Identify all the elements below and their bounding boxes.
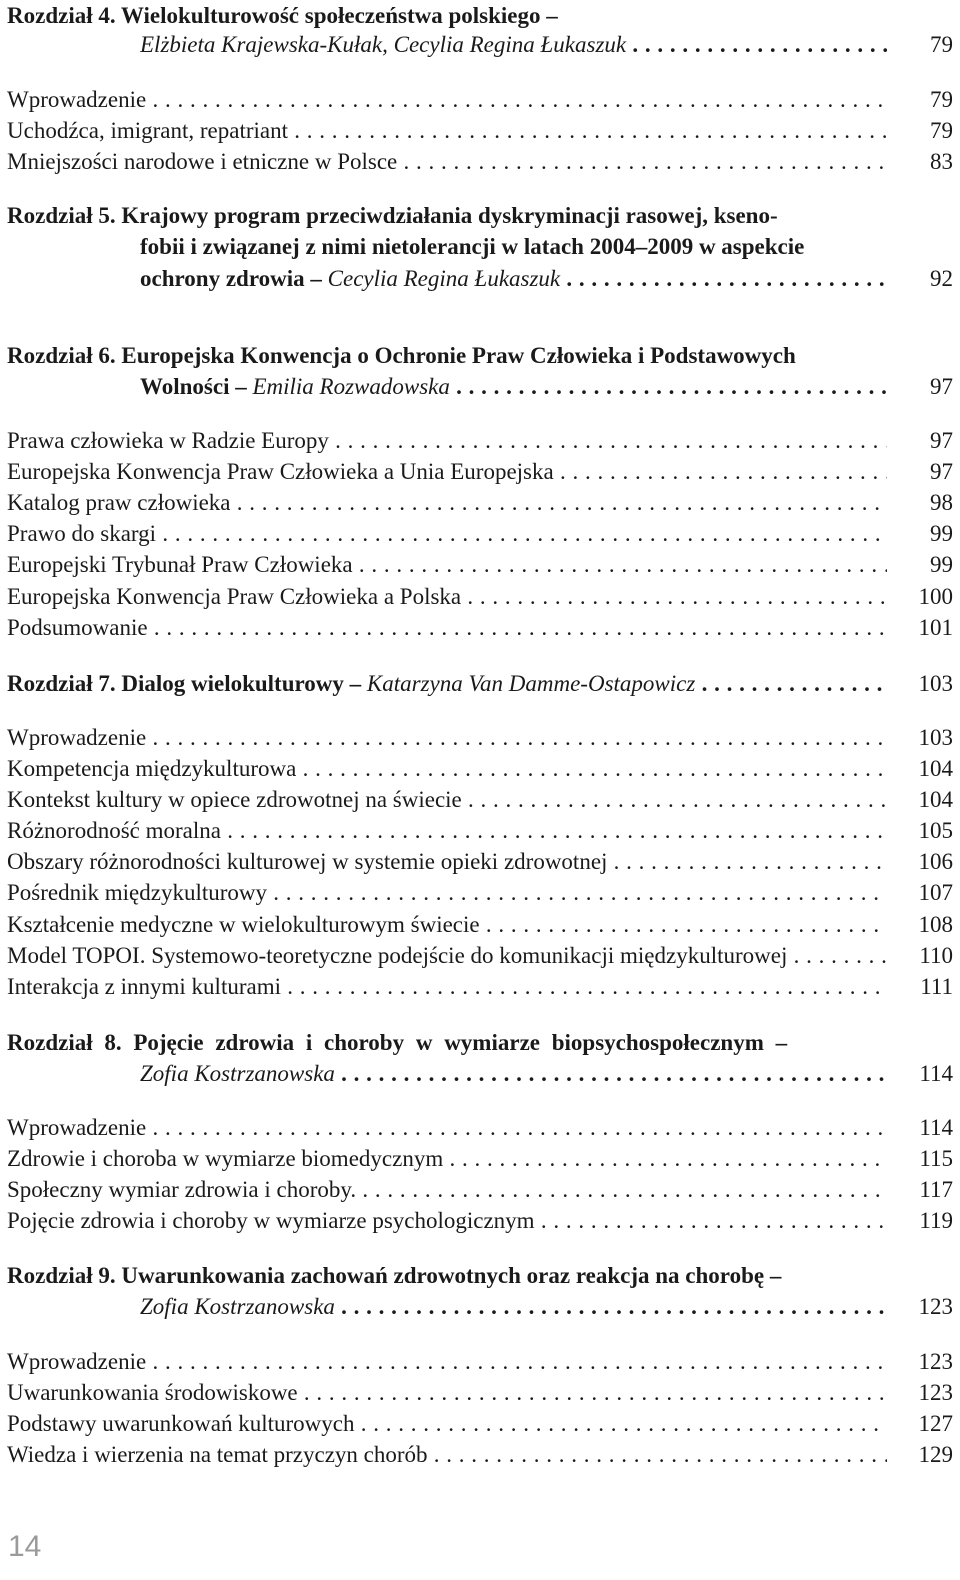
- toc-entry[interactable]: [7, 146, 953, 178]
- page-number: 104: [918, 787, 953, 812]
- page-number: 129: [918, 1442, 953, 1467]
- toc-entry[interactable]: [7, 1346, 953, 1378]
- toc-entry[interactable]: [7, 1439, 953, 1471]
- page-number: 105: [918, 818, 953, 843]
- page-number: 107: [918, 880, 953, 905]
- page-number: 114: [919, 1115, 953, 1140]
- page-number: 92: [930, 266, 953, 291]
- chapter-4-title: [7, 0, 953, 32]
- page-number: 101: [918, 615, 953, 640]
- toc-entry-title: Prawo do skargi . . .: [7, 518, 887, 550]
- toc-entry[interactable]: [7, 971, 953, 1003]
- chapter-author: Cecylia Regina Łukaszuk: [327, 266, 561, 291]
- toc-entry[interactable]: [7, 1377, 953, 1409]
- page-number: 111: [920, 974, 953, 999]
- page-number: 98: [930, 490, 953, 515]
- page-number: 99: [930, 552, 953, 577]
- toc-entry[interactable]: [7, 487, 953, 519]
- chapter-6-title: [7, 340, 953, 372]
- toc-entry-title: Wprowadzenie . . .: [7, 84, 887, 116]
- toc-entry-title: Różnorodność moralna . . .: [7, 815, 887, 847]
- page-number: 119: [919, 1208, 953, 1233]
- chapter-title-text: Rozdział 5. Krajowy program przeciwdziałania dyskryminacji rasowej, kseno-: [7, 203, 778, 228]
- page-number: 103: [918, 725, 953, 750]
- chapter-4-author-line[interactable]: [7, 29, 953, 61]
- toc-entry[interactable]: [7, 549, 953, 581]
- toc-entry[interactable]: [7, 815, 953, 847]
- page-number: 110: [919, 943, 953, 968]
- toc-entry-title: Model TOPOI. Systemowo-teoretyczne podejście do komunikacji międzykulturowej . . .: [7, 940, 887, 972]
- chapter-6-author-line[interactable]: [7, 371, 953, 403]
- page-number: 83: [930, 149, 953, 174]
- page-number: 79: [930, 118, 953, 143]
- toc-entry-title: Mniejszości narodowe i etniczne w Polsce . . .: [7, 146, 887, 178]
- chapter-author: Zofia Kostrzanowska: [140, 1061, 335, 1086]
- toc-entry-title: Kompetencja międzykulturowa . . .: [7, 753, 887, 785]
- page-number: 127: [918, 1411, 953, 1436]
- page-number: 79: [930, 32, 953, 57]
- page-number: 106: [918, 849, 953, 874]
- page-number: 123: [918, 1294, 953, 1319]
- chapter-7-title[interactable]: [7, 668, 953, 700]
- toc-entry-title: Kontekst kultury w opiece zdrowotnej na świecie . . .: [7, 784, 887, 816]
- chapter-5-author-line[interactable]: [7, 263, 953, 295]
- toc-entry-title: Europejska Konwencja Praw Człowieka a Unia Europejska . . .: [7, 456, 887, 488]
- page-number: 97: [930, 428, 953, 453]
- toc-entry-title: Obszary różnorodności kulturowej w systemie opieki zdrowotnej . . .: [7, 846, 887, 878]
- toc-entry-title: Kształcenie medyczne w wielokulturowym świecie . . .: [7, 909, 887, 941]
- toc-entry[interactable]: [7, 581, 953, 613]
- toc-entry-title: Interakcja z innymi kulturami . . .: [7, 971, 887, 1003]
- toc-entry-title: Prawa człowieka w Radzie Europy . . .: [7, 425, 887, 457]
- toc-entry[interactable]: [7, 1174, 953, 1206]
- chapter-title-text: Wolności –: [140, 374, 253, 399]
- toc-entry-title: Wprowadzenie . . .: [7, 1346, 887, 1378]
- toc-entry[interactable]: [7, 115, 953, 147]
- toc-entry[interactable]: [7, 1143, 953, 1175]
- page-number: 108: [918, 912, 953, 937]
- chapter-title-text: Rozdział 7. Dialog wielokulturowy –: [7, 671, 367, 696]
- chapter-author: Katarzyna Van Damme-Ostapowicz: [366, 671, 696, 696]
- toc-entry-title: Podsumowanie . . .: [7, 612, 887, 644]
- chapter-author: Elżbieta Krajewska-Kułak, Cecylia Regina Łukaszuk: [140, 32, 627, 57]
- toc-entry-title: Społeczny wymiar zdrowia i choroby. . . .: [7, 1174, 887, 1206]
- page-number: 100: [918, 584, 953, 609]
- page-number: 114: [919, 1061, 953, 1086]
- toc-entry-title: Katalog praw człowieka . . .: [7, 487, 887, 519]
- chapter-title-text: Rozdział 9. Uwarunkowania zachowań zdrowotnych oraz reakcja na chorobę –: [7, 1263, 782, 1288]
- page-number: 123: [918, 1380, 953, 1405]
- page-number: 104: [918, 756, 953, 781]
- toc-entry[interactable]: [7, 612, 953, 644]
- chapter-author: Emilia Rozwadowska: [252, 374, 450, 399]
- page-number: 97: [930, 459, 953, 484]
- toc-entry[interactable]: [7, 753, 953, 785]
- toc-entry[interactable]: [7, 518, 953, 550]
- chapter-8-author-line[interactable]: [7, 1058, 953, 1090]
- page-number: 79: [930, 87, 953, 112]
- toc-entry[interactable]: [7, 456, 953, 488]
- chapter-5-title-cont: [7, 231, 953, 263]
- toc-entry-title: Podstawy uwarunkowań kulturowych . . .: [7, 1408, 887, 1440]
- page-number: 99: [930, 521, 953, 546]
- page-number: 103: [918, 671, 953, 696]
- toc-entry-title: Pojęcie zdrowia i choroby w wymiarze psychologicznym . . .: [7, 1205, 887, 1237]
- chapter-5-title: [7, 200, 953, 232]
- toc-entry[interactable]: [7, 1205, 953, 1237]
- chapter-author: Zofia Kostrzanowska: [140, 1294, 335, 1319]
- toc-entry[interactable]: [7, 1112, 953, 1144]
- toc-entry[interactable]: [7, 877, 953, 909]
- chapter-8-title: [7, 1027, 953, 1059]
- toc-entry-title: Wiedza i wierzenia na temat przyczyn chorób . . .: [7, 1439, 887, 1471]
- toc-entry-title: Zdrowie i choroba w wymiarze biomedycznym . . .: [7, 1143, 887, 1175]
- toc-entry-title: Europejski Trybunał Praw Człowieka . . .: [7, 549, 887, 581]
- toc-entry-title: Pośrednik międzykulturowy . . .: [7, 877, 887, 909]
- chapter-9-title: [7, 1260, 953, 1292]
- chapter-title-text: fobii i związanej z nimi nietolerancji w latach 2004–2009 w aspekcie: [140, 234, 805, 259]
- page-number: 123: [918, 1349, 953, 1374]
- toc-entry-title: Uwarunkowania środowiskowe . . .: [7, 1377, 887, 1409]
- page-number: 97: [930, 374, 953, 399]
- chapter-title-text: Rozdział 8. Pojęcie zdrowia i choroby w wymiarze biopsychospołecznym –: [7, 1030, 788, 1055]
- toc-entry-title: Uchodźca, imigrant, repatriant . . .: [7, 115, 887, 147]
- toc-entry[interactable]: [7, 1408, 953, 1440]
- chapter-title-text: Rozdział 6. Europejska Konwencja o Ochronie Praw Człowieka i Podstawowych: [7, 343, 796, 368]
- toc-entry[interactable]: [7, 784, 953, 816]
- toc-entry[interactable]: [7, 846, 953, 878]
- page-number: 117: [919, 1177, 953, 1202]
- footer-page-number: 14: [8, 1530, 42, 1563]
- toc-entry[interactable]: [7, 722, 953, 754]
- toc-entry-title: Wprowadzenie . . .: [7, 1112, 887, 1144]
- toc-entry-title: Wprowadzenie . . .: [7, 722, 887, 754]
- page-number: 115: [919, 1146, 953, 1171]
- chapter-title-text: ochrony zdrowia –: [140, 266, 328, 291]
- toc-entry[interactable]: [7, 909, 953, 941]
- toc-entry[interactable]: [7, 940, 953, 972]
- toc-entry[interactable]: [7, 425, 953, 457]
- chapter-title-text: Rozdział 4. Wielokulturowość społeczeństwa polskiego –: [7, 3, 558, 28]
- toc-entry[interactable]: [7, 84, 953, 116]
- chapter-9-author-line[interactable]: [7, 1291, 953, 1323]
- toc-entry-title: Europejska Konwencja Praw Człowieka a Polska . . .: [7, 581, 887, 613]
